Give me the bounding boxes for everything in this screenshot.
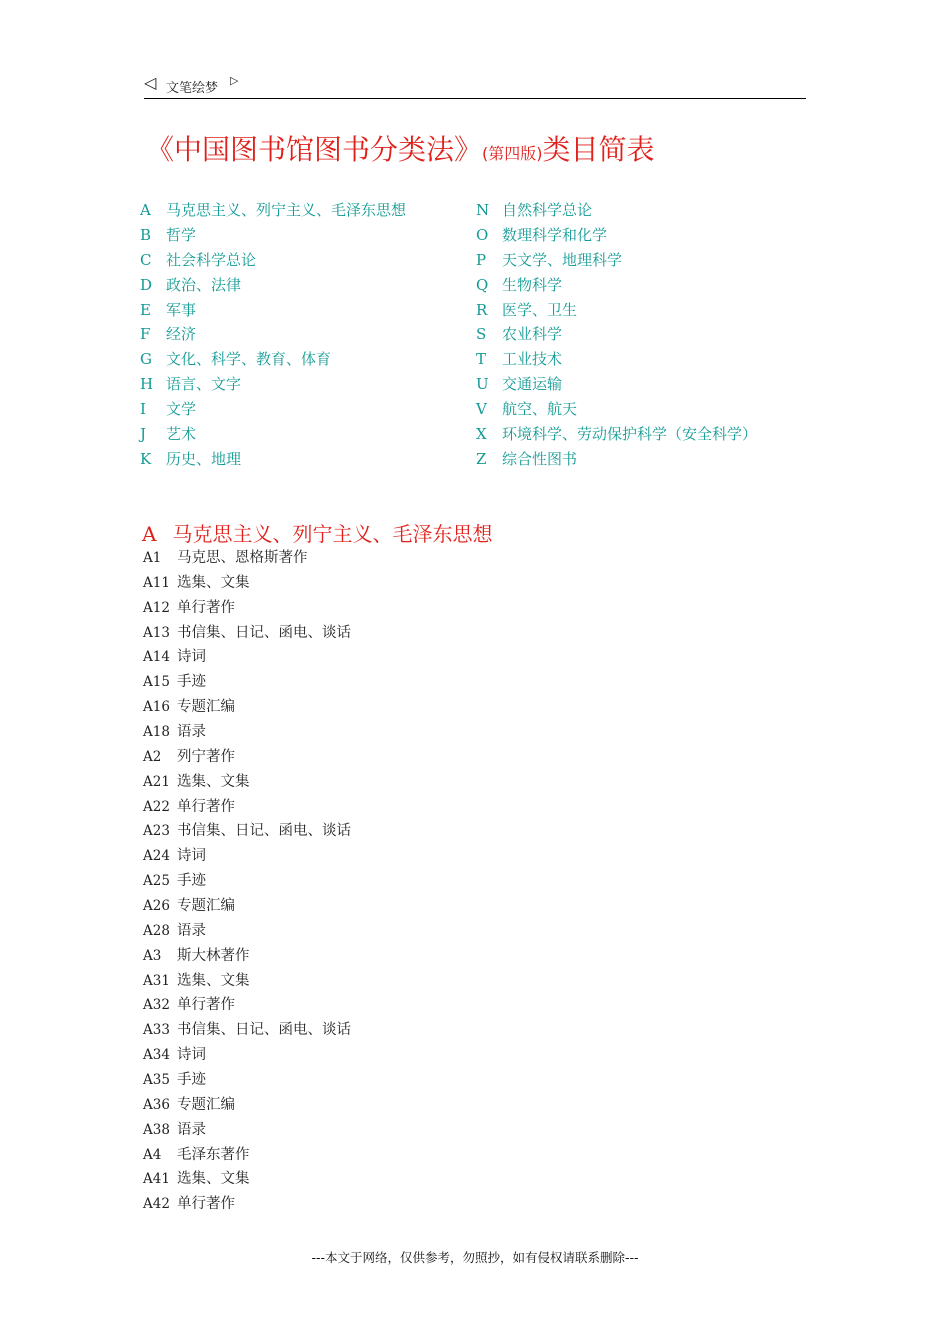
item-name: 手迹	[177, 873, 206, 890]
category-row	[140, 372, 406, 397]
category-row	[476, 447, 757, 472]
item-name: 政治、法律	[166, 275, 242, 294]
item-code: A23	[143, 823, 170, 840]
item-name: 斯大林著作	[177, 947, 250, 964]
item-name: 语录	[177, 922, 206, 939]
item-name: 历史、地理	[166, 449, 242, 468]
category-row	[140, 273, 406, 298]
category-row	[140, 447, 406, 472]
item-code: A13	[143, 624, 170, 641]
item-name: 文化、科学、教育、体育	[166, 350, 332, 369]
item-name: 专题汇编	[177, 898, 235, 915]
subcategory-row	[143, 919, 351, 944]
item-code: V	[476, 400, 487, 419]
subcategory-row	[143, 1192, 351, 1217]
item-name: 社会科学总论	[166, 250, 257, 269]
item-code: O	[476, 225, 489, 244]
category-list-right	[476, 198, 757, 472]
subcategory-row	[143, 720, 351, 745]
item-name: 专题汇编	[177, 1096, 235, 1113]
item-code: U	[476, 375, 489, 394]
subcategory-row	[143, 1068, 351, 1093]
category-row	[476, 198, 757, 223]
item-name: 自然科学总论	[502, 201, 593, 219]
category-row	[476, 248, 757, 273]
item-code: A32	[143, 997, 170, 1014]
item-name: 诗词	[177, 649, 206, 666]
item-code: A38	[143, 1121, 170, 1138]
title-edition: (第四版)	[482, 144, 543, 163]
triangle-left-icon: ◁	[144, 73, 157, 92]
subcategory-row	[143, 645, 351, 670]
item-name: 生物科学	[502, 275, 563, 294]
item-name: 列宁著作	[177, 748, 235, 765]
subcategory-row	[143, 770, 351, 795]
category-row	[140, 397, 406, 422]
item-name: 医学、卫生	[502, 300, 578, 319]
item-code: N	[476, 201, 490, 219]
category-row	[140, 198, 406, 223]
item-code: D	[140, 275, 153, 294]
item-code: B	[140, 225, 152, 244]
category-row	[140, 248, 406, 273]
item-code: Q	[476, 275, 489, 294]
item-name: 交通运输	[502, 375, 563, 394]
subcategory-row	[143, 869, 351, 894]
category-row	[140, 322, 406, 347]
subcategory-row	[143, 894, 351, 919]
item-code: A12	[143, 599, 170, 616]
category-row	[476, 422, 757, 447]
item-name: 艺术	[166, 425, 197, 444]
item-code: A21	[143, 773, 170, 790]
item-code: J	[140, 425, 147, 444]
item-name: 书信集、日记、函电、谈话	[177, 624, 351, 641]
item-code: A26	[143, 898, 170, 915]
item-code: A31	[143, 972, 170, 989]
item-code: A35	[143, 1072, 170, 1089]
item-code: R	[476, 300, 488, 319]
item-name: 手迹	[177, 674, 206, 691]
item-name: 手迹	[177, 1072, 206, 1089]
item-code: A33	[143, 1022, 170, 1039]
item-name: 军事	[166, 300, 197, 319]
subcategory-row	[143, 844, 351, 869]
subcategory-row	[143, 621, 351, 646]
item-name: 专题汇编	[177, 699, 235, 716]
item-code: A42	[143, 1196, 170, 1213]
item-name: 农业科学	[502, 325, 563, 344]
item-name: 选集、文集	[177, 1171, 250, 1188]
subcategory-row	[143, 1043, 351, 1068]
item-code: A41	[143, 1171, 170, 1188]
subcategory-row	[143, 745, 351, 770]
subcategory-row	[143, 571, 351, 596]
item-name: 数理科学和化学	[502, 225, 608, 244]
item-name: 环境科学、劳动保护科学（安全科学）	[502, 425, 758, 444]
item-name: 单行著作	[177, 997, 235, 1014]
item-code: G	[140, 350, 152, 369]
item-name: 综合性图书	[502, 449, 578, 468]
item-name: 语录	[177, 724, 206, 741]
category-row	[140, 422, 406, 447]
item-code: T	[476, 350, 487, 369]
item-code: A1	[143, 550, 162, 566]
subcategory-row	[143, 546, 351, 571]
page-footer: ---本文于网络，仅供参考，勿照抄，如有侵权请联系删除---	[311, 1250, 639, 1265]
item-name: 选集、文集	[177, 972, 250, 989]
item-code: A3	[143, 947, 162, 964]
item-name: 选集、文集	[177, 773, 250, 790]
item-code: A	[140, 201, 151, 219]
subcategory-row	[143, 944, 351, 969]
item-code: A25	[143, 873, 170, 890]
category-row	[140, 223, 406, 248]
item-code: A22	[143, 798, 170, 815]
item-name: 经济	[166, 325, 197, 344]
subcategory-row	[143, 695, 351, 720]
item-code: X	[476, 425, 487, 444]
item-name: 毛泽东著作	[177, 1146, 250, 1163]
subcategory-row	[143, 1167, 351, 1192]
item-code: P	[476, 250, 487, 269]
category-row	[476, 347, 757, 372]
item-code: H	[140, 375, 154, 394]
item-code: Z	[476, 449, 487, 468]
category-row	[476, 322, 757, 347]
category-row	[476, 273, 757, 298]
item-code: S	[476, 325, 487, 344]
item-name: 哲学	[166, 225, 197, 244]
subcategory-row	[143, 1143, 351, 1168]
item-name: 书信集、日记、函电、谈话	[177, 823, 351, 840]
item-code: A34	[143, 1047, 170, 1064]
item-code: K	[140, 449, 152, 468]
category-row	[476, 223, 757, 248]
item-code: A15	[143, 674, 170, 691]
item-name: 书信集、日记、函电、谈话	[177, 1022, 351, 1039]
section-name: 马克思主义、列宁主义、毛泽东思想	[172, 522, 493, 546]
item-code: A2	[143, 748, 162, 765]
item-code: C	[140, 250, 152, 269]
item-code: A16	[143, 699, 170, 716]
subcategory-row	[143, 795, 351, 820]
item-code: A24	[143, 848, 170, 865]
item-name: 单行著作	[177, 1196, 235, 1213]
item-name: 天文学、地理科学	[502, 250, 623, 269]
category-list-left	[140, 198, 406, 472]
item-name: 诗词	[177, 1047, 206, 1064]
category-row	[140, 347, 406, 372]
item-name: 单行著作	[177, 798, 235, 815]
item-name: 马克思主义、列宁主义、毛泽东思想	[166, 201, 407, 219]
subcategory-row	[143, 1018, 351, 1043]
item-code: A28	[143, 922, 170, 939]
item-name: 马克思、恩格斯著作	[177, 550, 308, 566]
title-suffix: 类目简表	[542, 133, 655, 166]
subcategory-row	[143, 993, 351, 1018]
section-code: A	[142, 522, 157, 546]
category-row	[140, 298, 406, 323]
subcategory-row	[143, 969, 351, 994]
subcategory-row	[143, 670, 351, 695]
subcategory-list	[143, 546, 351, 1217]
subcategory-row	[143, 596, 351, 621]
item-name: 文学	[166, 400, 197, 419]
item-name: 诗词	[177, 848, 206, 865]
subcategory-row	[143, 1118, 351, 1143]
item-name: 语录	[177, 1121, 206, 1138]
header-brand: 文笔绘梦	[166, 81, 219, 96]
item-code: A18	[143, 724, 170, 741]
item-code: A36	[143, 1096, 170, 1113]
item-name: 选集、文集	[177, 574, 250, 591]
category-row	[476, 397, 757, 422]
item-code: I	[140, 400, 146, 419]
subcategory-row	[143, 1093, 351, 1118]
category-row	[476, 372, 757, 397]
page-title	[146, 128, 655, 168]
item-name: 语言、文字	[166, 375, 242, 394]
page-header	[144, 74, 806, 99]
item-name: 单行著作	[177, 599, 235, 616]
item-code: F	[140, 325, 151, 344]
item-name: 工业技术	[502, 350, 563, 369]
item-code: E	[140, 300, 151, 319]
section-heading	[142, 518, 492, 547]
item-code: A4	[143, 1146, 162, 1163]
title-main: 《中国图书馆图书分类法》	[146, 133, 483, 166]
item-code: A11	[143, 574, 170, 591]
subcategory-row	[143, 819, 351, 844]
item-code: A14	[143, 649, 170, 666]
category-row	[476, 298, 757, 323]
triangle-right-icon: ▷	[230, 74, 239, 87]
item-name: 航空、航天	[502, 400, 578, 419]
